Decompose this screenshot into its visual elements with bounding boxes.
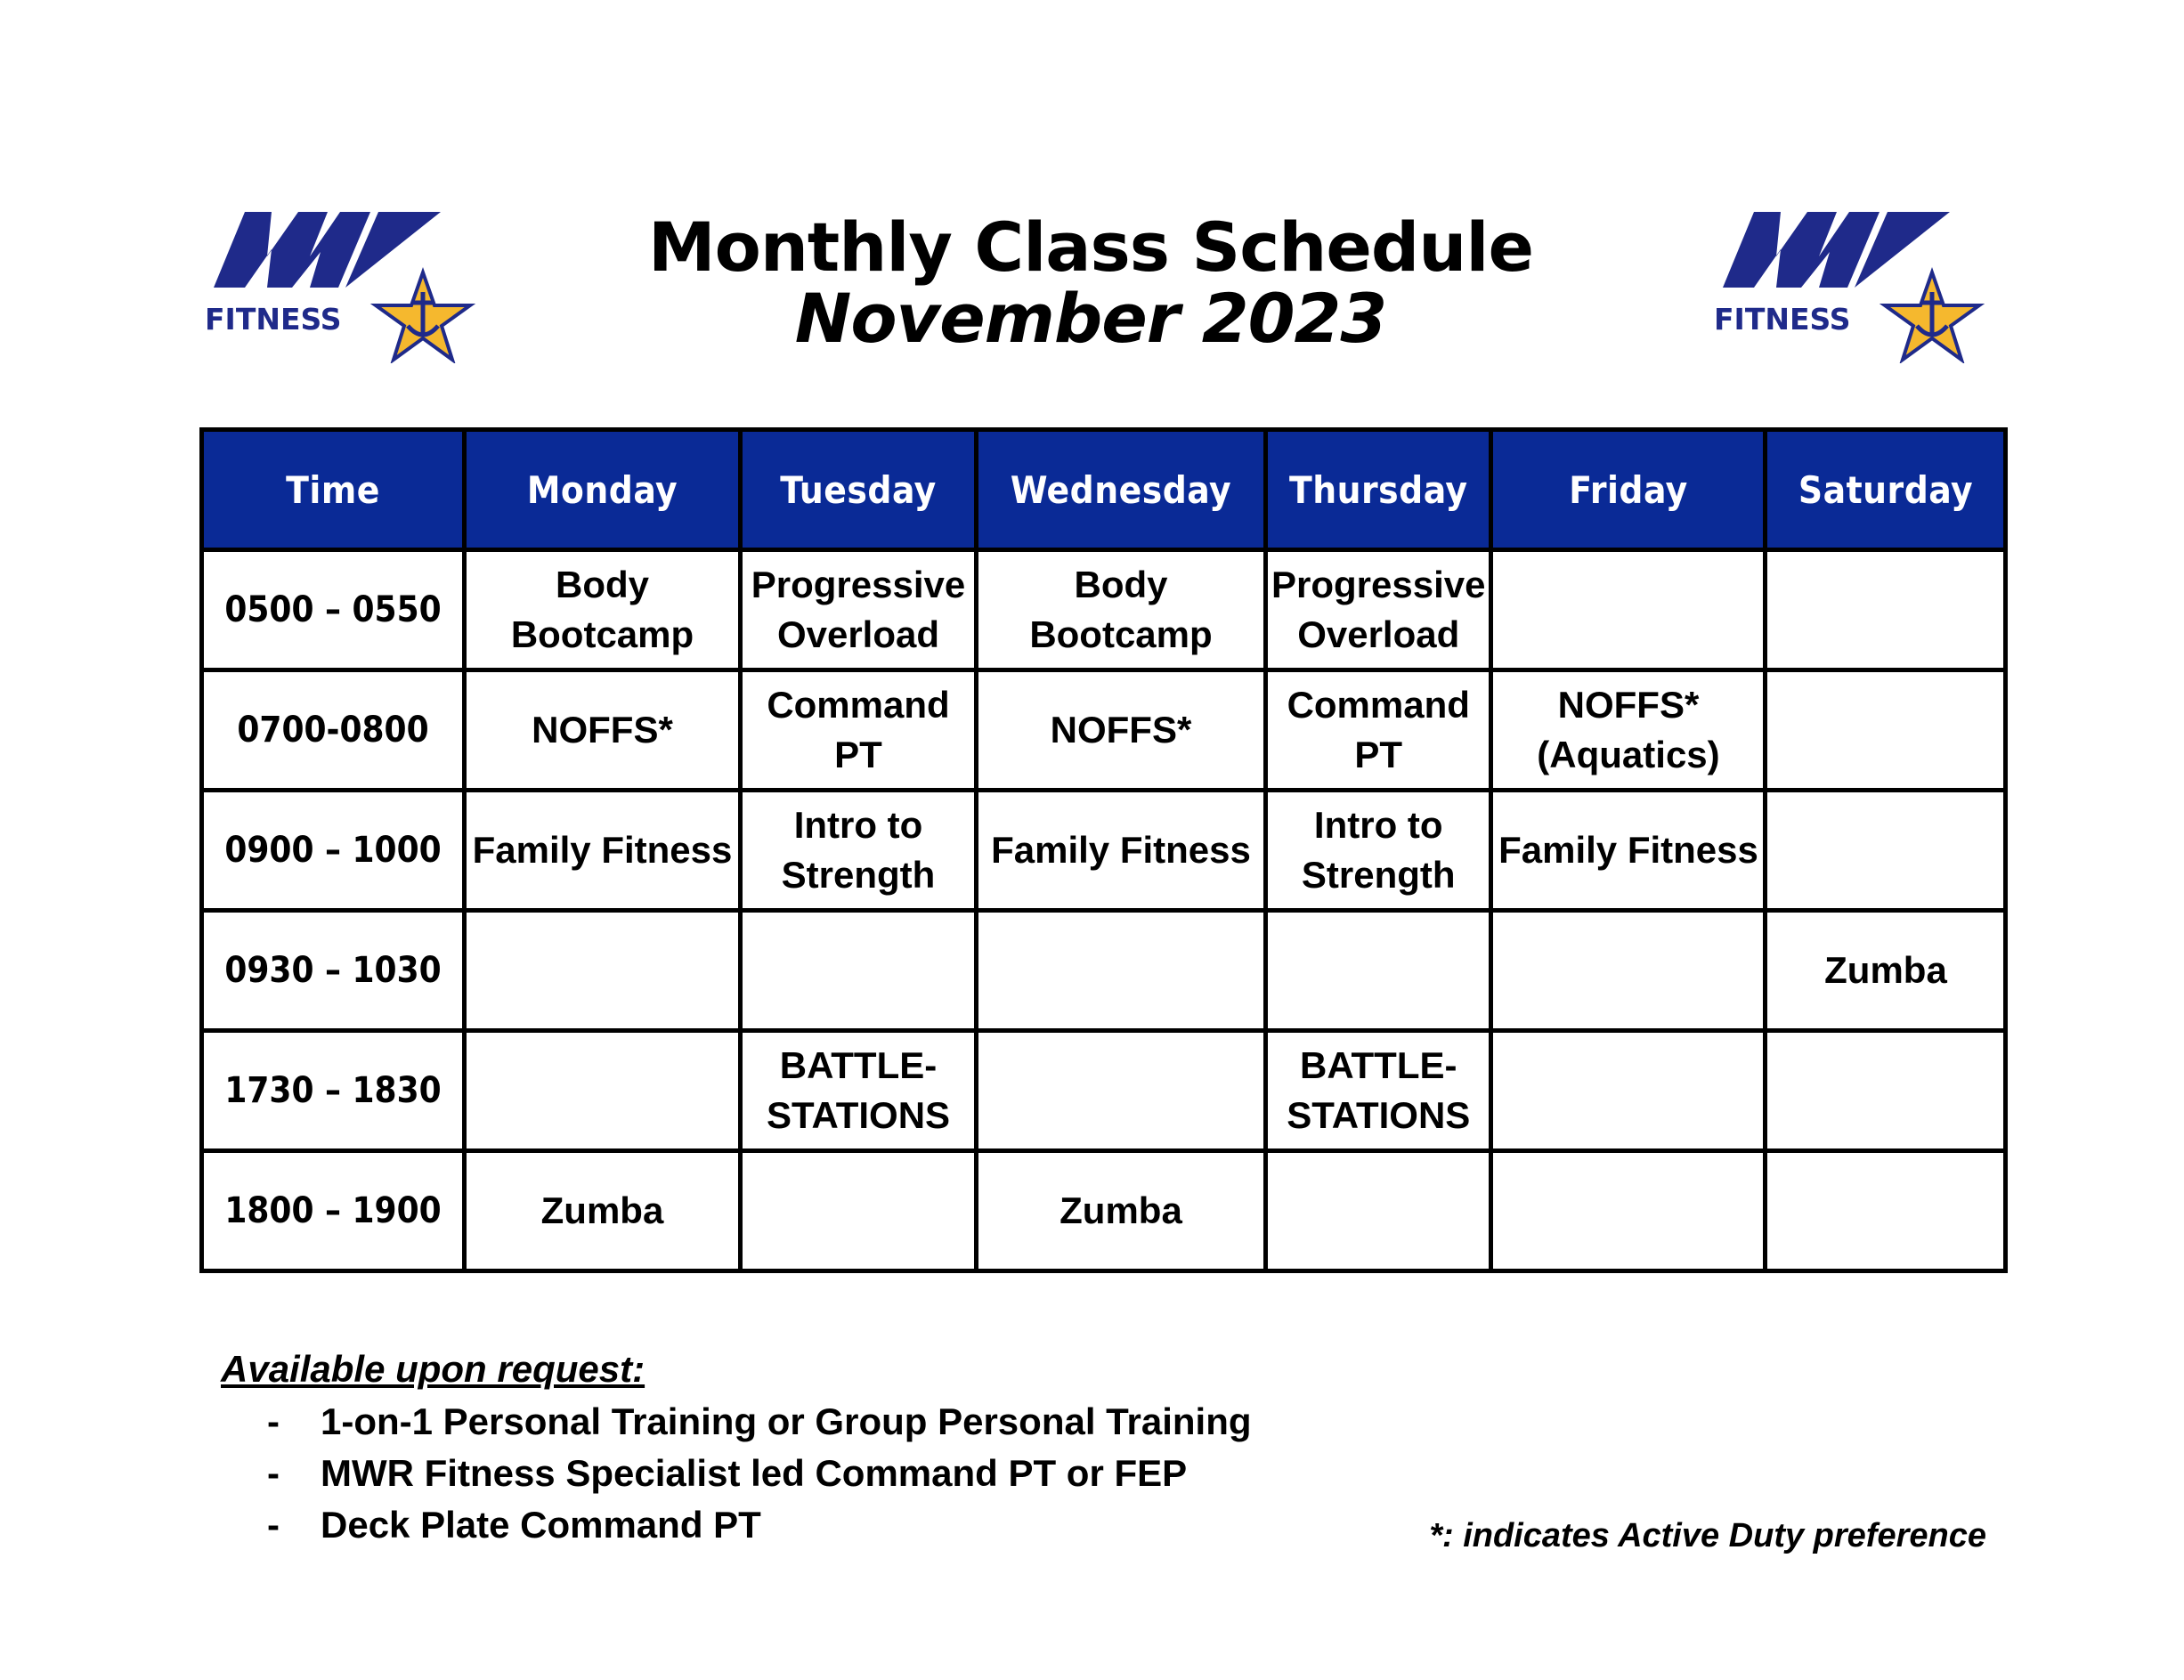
- class-cell: Family Fitness: [977, 791, 1266, 911]
- table-row: [202, 670, 2006, 791]
- class-cell: [1766, 550, 2006, 670]
- class-cell: Command PT: [741, 670, 977, 791]
- list-item: [267, 1499, 1252, 1551]
- list-item-text: MWR Fitness Specialist led Command PT or FEP: [321, 1452, 1188, 1494]
- class-cell: [1491, 1151, 1766, 1271]
- list-item-text: 1-on-1 Personal Training or Group Personal Training: [321, 1400, 1252, 1442]
- class-cell: Progressive Overload: [741, 550, 977, 670]
- logo-fitness-label: FITNESS: [205, 302, 342, 337]
- time-cell: 1730 – 1830: [202, 1031, 465, 1151]
- list-item: [267, 1396, 1252, 1448]
- table-row: [202, 1031, 2006, 1151]
- column-header-friday: Friday: [1491, 430, 1766, 550]
- class-cell: [1766, 1031, 2006, 1151]
- time-cell: 0500 – 0550: [202, 550, 465, 670]
- class-cell: Zumba: [977, 1151, 1266, 1271]
- column-header-monday: Monday: [465, 430, 741, 550]
- column-header-saturday: Saturday: [1766, 430, 2006, 550]
- mwr-fitness-logo-left: [205, 203, 481, 363]
- class-cell: NOFFS*: [977, 670, 1266, 791]
- class-cell: BATTLE- STATIONS: [1266, 1031, 1491, 1151]
- class-cell: [1491, 1031, 1766, 1151]
- column-header-thursday: Thursday: [1266, 430, 1491, 550]
- mwr-logo-icon: [1714, 203, 1990, 363]
- list-bullet: -: [267, 1452, 280, 1494]
- table-row: [202, 550, 2006, 670]
- class-cell: Family Fitness: [465, 791, 741, 911]
- mwr-logo-icon: [205, 203, 481, 363]
- class-cell: Zumba: [465, 1151, 741, 1271]
- class-cell: [741, 1151, 977, 1271]
- table-row: [202, 1151, 2006, 1271]
- column-header-wednesday: Wednesday: [977, 430, 1266, 550]
- page-subtitle: November 2023: [794, 279, 1387, 358]
- time-cell: 0700-0800: [202, 670, 465, 791]
- class-cell: Intro to Strength: [741, 791, 977, 911]
- class-cell: [1491, 911, 1766, 1031]
- table-row: [202, 911, 2006, 1031]
- class-cell: [1766, 670, 2006, 791]
- class-cell: Zumba: [1766, 911, 2006, 1031]
- class-cell: NOFFS*: [465, 670, 741, 791]
- list-item-text: Deck Plate Command PT: [321, 1504, 761, 1546]
- class-cell: Command PT: [1266, 670, 1491, 791]
- class-cell: [1266, 911, 1491, 1031]
- class-cell: [977, 1031, 1266, 1151]
- class-schedule-table: [199, 427, 2008, 1273]
- class-cell: [1266, 1151, 1491, 1271]
- active-duty-footnote: *: indicates Active Duty preference: [1429, 1517, 1986, 1554]
- class-cell: [465, 911, 741, 1031]
- class-cell: [977, 911, 1266, 1031]
- list-bullet: -: [267, 1400, 280, 1442]
- column-header-tuesday: Tuesday: [741, 430, 977, 550]
- class-cell: [1766, 1151, 2006, 1271]
- class-cell: BATTLE- STATIONS: [741, 1031, 977, 1151]
- column-header-time: Time: [202, 430, 465, 550]
- time-cell: 0930 – 1030: [202, 911, 465, 1031]
- class-cell: Intro to Strength: [1266, 791, 1491, 911]
- table-header-row: [202, 430, 2006, 550]
- class-cell: [465, 1031, 741, 1151]
- mwr-fitness-logo-right: [1714, 203, 1990, 363]
- class-cell: Progressive Overload: [1266, 550, 1491, 670]
- class-cell: Body Bootcamp: [465, 550, 741, 670]
- available-services-list: [267, 1396, 1252, 1551]
- list-bullet: -: [267, 1504, 280, 1546]
- class-cell: NOFFS* (Aquatics): [1491, 670, 1766, 791]
- list-item: [267, 1448, 1252, 1499]
- title-block: [499, 207, 1683, 358]
- logo-fitness-label: FITNESS: [1714, 302, 1851, 337]
- class-cell: Body Bootcamp: [977, 550, 1266, 670]
- class-cell: [1766, 791, 2006, 911]
- time-cell: 1800 – 1900: [202, 1151, 465, 1271]
- class-cell: Family Fitness: [1491, 791, 1766, 911]
- time-cell: 0900 – 1000: [202, 791, 465, 911]
- class-cell: [1491, 550, 1766, 670]
- table-row: [202, 791, 2006, 911]
- available-upon-request-heading: Available upon request:: [221, 1348, 645, 1390]
- class-cell: [741, 911, 977, 1031]
- page-title: Monthly Class Schedule: [647, 207, 1534, 287]
